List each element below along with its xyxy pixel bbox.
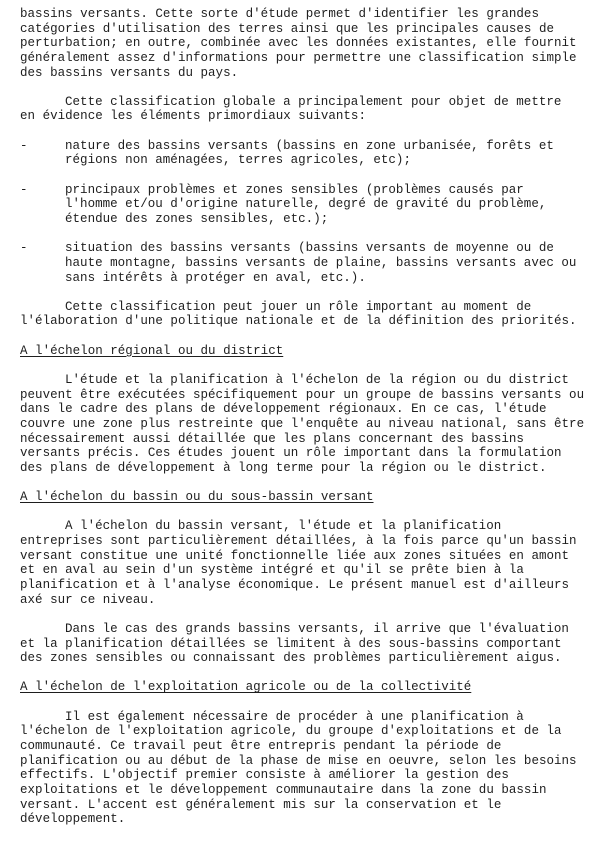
text-line: couvre une zone plus restreinte que l'enquête au niveau national, sans être	[20, 416, 585, 431]
blank-line	[20, 476, 590, 491]
text-line: l'élaboration d'une politique nationale et de la définition des priorités.	[20, 314, 577, 329]
text-line: l'échelon de l'exploitation agricole, du groupe d'exploitations et de la	[20, 724, 562, 739]
text-line: des zones sensibles ou connaissant des problèmes particulièrement aigus.	[20, 651, 562, 666]
text-line: Dans le cas des grands bassins versants, il arrive que l'évaluation	[65, 621, 569, 636]
paragraph	[20, 519, 590, 607]
text-line: A l'échelon du bassin versant, l'étude et la planification	[65, 519, 502, 534]
text-line: principaux problèmes et zones sensibles (problèmes causés par	[65, 182, 524, 197]
text-line: bassins versants. Cette sorte d'étude permet d'identifier les grandes	[20, 7, 539, 21]
blank-line	[20, 505, 590, 520]
bullet-item	[20, 183, 590, 227]
bullet-text	[65, 183, 590, 227]
bullet-dash: -	[20, 138, 28, 153]
text-line: perturbation; en outre, combinée avec les données existantes, elle fournit	[20, 36, 577, 51]
text-line: versant constitue une unité fonctionnelle liée aux zones situées en amont	[20, 548, 570, 563]
blank-line	[20, 168, 590, 183]
paragraph	[20, 622, 590, 666]
section-heading	[20, 680, 590, 695]
text-line: haute montagne, bassins versants de plaine, bassins versants avec ou	[65, 255, 577, 270]
text-line: planification et à l'analyse économique. Le présent manuel est d'ailleurs	[20, 577, 570, 592]
text-line: A l'échelon de l'exploitation agricole ou de la collectivité	[20, 680, 472, 695]
bullet-text	[65, 241, 590, 285]
text-line: des bassins versants du pays.	[20, 65, 239, 80]
bullet-dash: -	[20, 241, 28, 256]
section-heading	[20, 490, 590, 505]
blank-line	[20, 285, 590, 300]
text-line: Cette classification peut jouer un rôle important au moment de	[65, 299, 532, 314]
section-heading	[20, 344, 590, 359]
text-line: et en aval au sein d'un système intégré et qu'il se prête bien à la	[20, 563, 524, 578]
text-line: en évidence les éléments primordiaux suivants:	[20, 109, 366, 124]
text-line: versant. L'accent est généralement mis sur la conservation et le	[20, 797, 502, 812]
text-line: L'étude et la planification à l'échelon de la région ou du district	[65, 373, 569, 388]
blank-line	[20, 358, 590, 373]
text-line: sans intérêts à protéger en aval, etc.).	[65, 270, 366, 285]
bullet-text	[65, 139, 590, 168]
text-line: catégories d'utilisation des terres ainsi que les principales causes de	[20, 21, 555, 36]
text-line: planification ou au début de la phase de mise en oeuvre, selon les besoins	[20, 753, 577, 768]
text-line: généralement assez d'informations pour permettre une classification simple	[20, 50, 577, 65]
text-line: peuvent être exécutées spécifiquement pour un groupe de bassins versants ou	[20, 387, 585, 402]
text-line: l'homme et/ou d'origine naturelle, degré de gravité du problème,	[65, 197, 547, 212]
text-line: nature des bassins versants (bassins en zone urbanisée, forêts et	[65, 138, 554, 153]
text-line: axé sur ce niveau.	[20, 592, 156, 607]
text-line: dans le cadre des plans de développement régionaux. En ce cas, l'étude	[20, 402, 547, 417]
bullet-item	[20, 139, 590, 168]
bullet-dash: -	[20, 182, 28, 197]
text-line: Cette classification globale a principalement pour objet de mettre	[65, 94, 562, 109]
blank-line	[20, 124, 590, 139]
text-line: versants précis. Ces études jouent un rôle important dans la formulation	[20, 446, 562, 461]
paragraph	[20, 7, 590, 80]
blank-line	[20, 695, 590, 710]
blank-line	[20, 227, 590, 242]
document-page	[20, 7, 590, 827]
text-line: et la planification détaillées se limitent à des sous-bassins comportant	[20, 636, 562, 651]
paragraph	[20, 300, 590, 329]
blank-line	[20, 666, 590, 681]
text-line: effectifs. L'objectif premier consiste à améliorer la gestion des	[20, 768, 509, 783]
blank-line	[20, 80, 590, 95]
blank-line	[20, 329, 590, 344]
text-line: des plans de développement à long terme pour la région ou le district.	[20, 460, 547, 475]
text-line: communauté. Ce travail peut être entrepris pendant la période de	[20, 739, 502, 754]
paragraph	[20, 710, 590, 827]
blank-line	[20, 607, 590, 622]
text-line: entreprises sont particulièrement détaillées, à la fois parce qu'un bassin	[20, 534, 577, 549]
paragraph	[20, 95, 590, 124]
text-line: étendue des zones sensibles, etc.);	[65, 211, 329, 226]
text-line: régions non aménagées, terres agricoles, etc);	[65, 153, 411, 168]
text-line: développement.	[20, 812, 126, 827]
text-line: Il est également nécessaire de procéder à une planification à	[65, 709, 524, 724]
text-line: exploitations et le développement communautaire dans la zone du bassin	[20, 782, 547, 797]
text-line: A l'échelon régional ou du district	[20, 343, 284, 358]
paragraph	[20, 373, 590, 475]
text-line: nécessairement aussi détaillée que les plans concernant des bassins	[20, 431, 524, 446]
text-line: A l'échelon du bassin ou du sous-bassin versant	[20, 490, 374, 505]
bullet-item	[20, 241, 590, 285]
text-line: situation des bassins versants (bassins versants de moyenne ou de	[65, 241, 554, 256]
